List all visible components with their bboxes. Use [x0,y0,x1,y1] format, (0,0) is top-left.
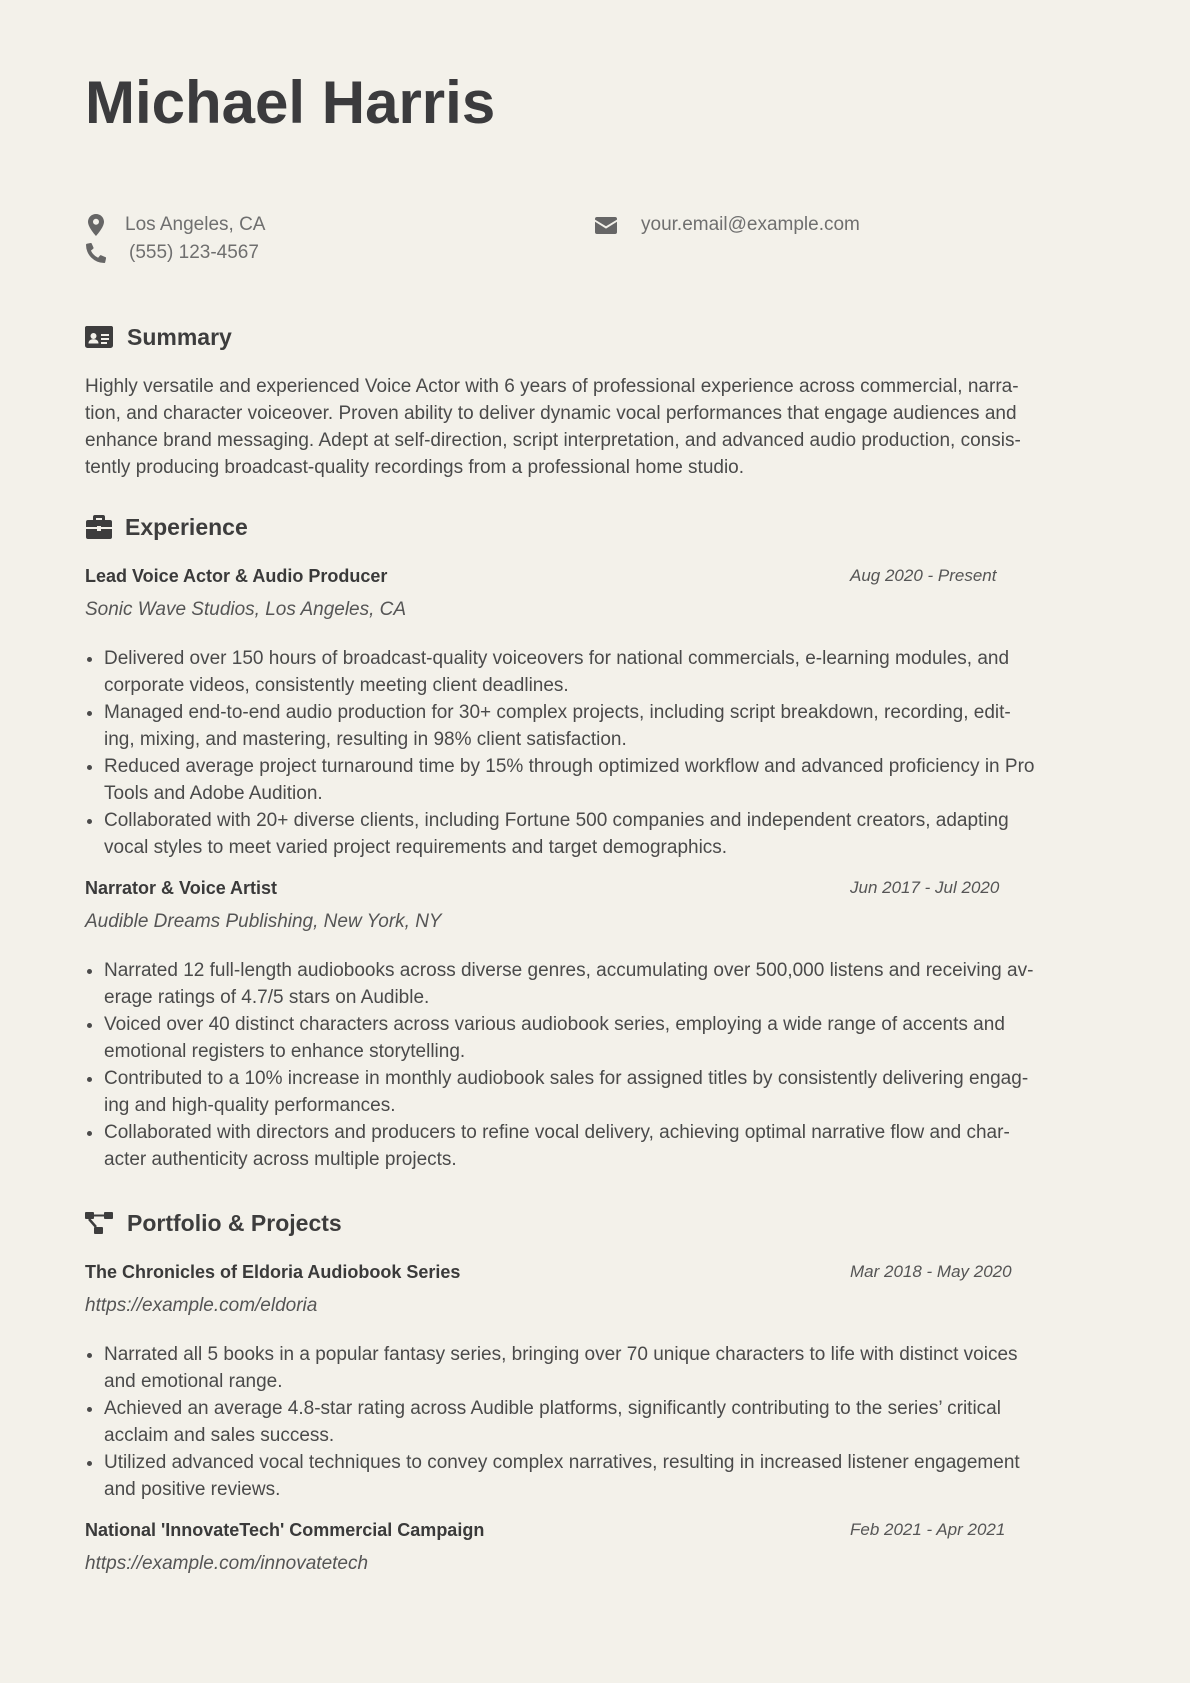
project-title: National 'InnovateTech' Commercial Campaign [85,1520,485,1540]
list-item: Achieved an average 4.8-star rating across Audible platforms, significantly contributing to the series’ critical acclaim and sales success. [85,1395,1100,1449]
list-item: Managed end-to-end audio production for 30+ complex projects, including script breakdown, recording, edit- ing, mixing, and mastering, resulting in 98% client satisfaction. [85,699,1100,753]
summary-line: Highly versatile and experienced Voice Actor with 6 years of professional experience across commercial, narra- [85,376,1019,397]
project-link[interactable]: https://example.com/innovatetech [85,1553,369,1574]
project-link[interactable]: https://example.com/eldoria [85,1295,318,1316]
contact-location [85,212,265,238]
summary-line: enhance brand messaging. Adept at self-direction, script interpretation, and advanced audio production, consis- [85,430,1021,451]
project-date: Feb 2021 - Apr 2021 [850,1520,1006,1539]
contact-phone [85,240,259,266]
job-company: Audible Dreams Publishing, New York, NY [85,911,442,932]
list-item: Collaborated with 20+ diverse clients, including Fortune 500 companies and independent creators, adapting vocal styles to meet varied project requirements and target demographics. [85,807,1100,861]
email-link[interactable]: your.email@example.com [641,214,860,235]
list-item: Contributed to a 10% increase in monthly audiobook sales for assigned titles by consistently delivering engag- ing and high-quality performances. [85,1065,1100,1119]
list-item: Narrated all 5 books in a popular fantasy series, bringing over 70 unique characters to life with distinct voices and emotional range. [85,1341,1100,1395]
summary-line: tion, and character voiceover. Proven ability to deliver dynamic vocal performances that engage audiences and [85,403,1017,424]
candidate-name: Michael Harris [85,69,496,136]
job-company: Sonic Wave Studios, Los Angeles, CA [85,599,407,620]
job-bullets [85,645,1100,861]
portfolio-heading [85,1206,342,1240]
briefcase-icon [85,515,113,539]
summary-text [85,373,1100,481]
phone-text: (555) 123-4567 [129,242,259,263]
list-item: Voiced over 40 distinct characters across various audiobook series, employing a wide range of accents and emotional registers to enhance storytelling. [85,1011,1100,1065]
job-date: Jun 2017 - Jul 2020 [850,878,1000,897]
envelope-icon [595,214,617,236]
job-title: Narrator & Voice Artist [85,878,278,898]
contact-email [595,212,860,238]
project-diagram-icon [85,1211,113,1235]
project-title: The Chronicles of Eldoria Audiobook Series [85,1262,461,1282]
list-item: Reduced average project turnaround time by 15% through optimized workflow and advanced proficiency in Pro Tools and Adobe Audition. [85,753,1100,807]
project-bullets [85,1341,1100,1503]
experience-heading [85,510,248,544]
location-text: Los Angeles, CA [125,214,266,235]
list-item: Narrated 12 full-length audiobooks across diverse genres, accumulating over 500,000 listens and receiving av- erage ratings of 4.7/5 stars on Audible. [85,957,1100,1011]
experience-title: Experience [125,513,248,540]
project-date: Mar 2018 - May 2020 [850,1262,1012,1281]
list-item: Delivered over 150 hours of broadcast-quality voiceovers for national commercials, e-learning modules, and corporate videos, consistently meeting client deadlines. [85,645,1100,699]
id-card-icon [85,325,113,349]
summary-title: Summary [127,323,232,350]
map-marker-icon [85,214,107,236]
job-title: Lead Voice Actor & Audio Producer [85,566,388,586]
portfolio-title: Portfolio & Projects [127,1209,342,1236]
list-item: Utilized advanced vocal techniques to convey complex narratives, resulting in increased listener engagement and positive reviews. [85,1449,1100,1503]
phone-icon [85,242,107,264]
summary-heading [85,320,232,354]
list-item: Collaborated with directors and producers to refine vocal delivery, achieving optimal narrative flow and char- acter authenticity across multiple projects. [85,1119,1100,1173]
job-date: Aug 2020 - Present [850,566,997,585]
job-bullets [85,957,1100,1173]
summary-line: tently producing broadcast-quality recordings from a professional home studio. [85,457,745,478]
